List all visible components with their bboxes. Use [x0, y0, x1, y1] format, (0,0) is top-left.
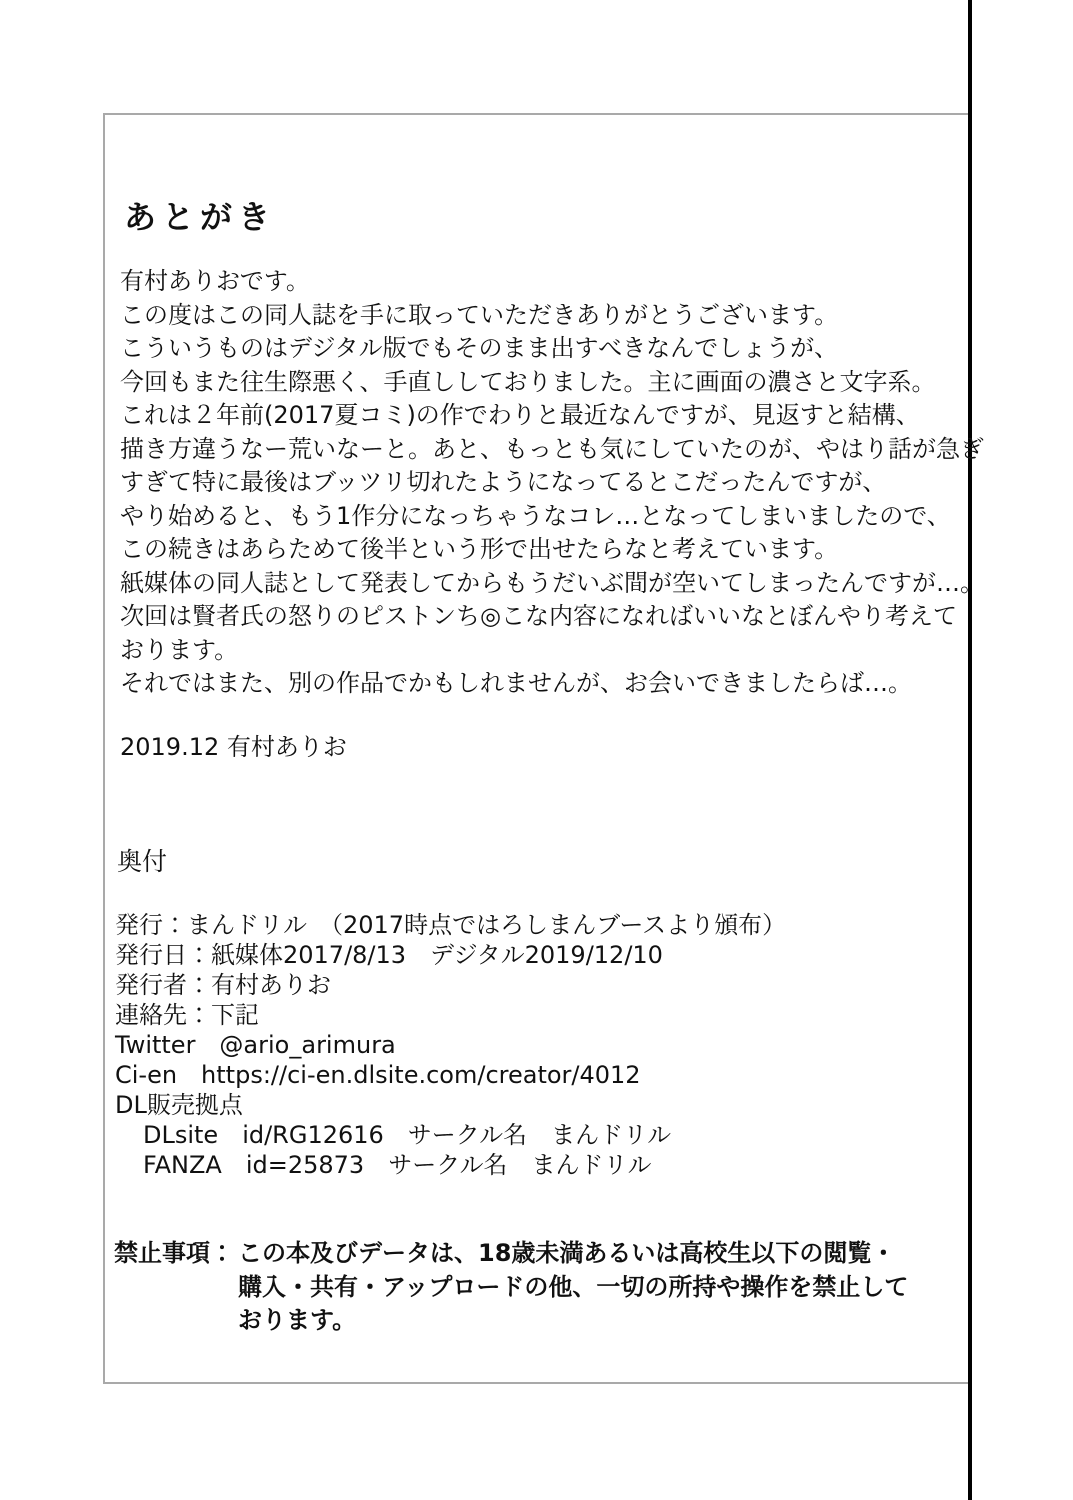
afterword-line: 次回は賢者氏の怒りのピストンち◎こな内容になればいいなとぼんやり考えて — [120, 602, 957, 630]
colophon-line-publish-date: 発行日：紙媒体2017/8/13 デジタル2019/12/10 — [115, 941, 663, 969]
colophon-line-twitter: Twitter @ario_arimura — [115, 1031, 396, 1059]
colophon-line-author: 発行者：有村ありお — [115, 971, 331, 999]
afterword-body — [120, 265, 984, 701]
signature-line: 2019.12 有村ありお — [120, 733, 347, 761]
afterword-line: 紙媒体の同人誌として発表してからもうだいぶ間が空いてしまったんですが…。 — [120, 568, 984, 597]
afterword-line: 今回もまた往生際悪く、手直ししておりました。主に画面の濃さと文字系。 — [120, 367, 936, 396]
afterword-line: この度はこの同人誌を手に取っていただきありがとうございます。 — [120, 300, 839, 329]
afterword-line: それではまた、別の作品でかもしれませんが、お会いできましたらば…。 — [120, 669, 912, 697]
afterword-line: 描き方違うなー荒いなーと。あと、もっとも気にしていたのが、やはり話が急ぎ — [120, 434, 984, 463]
colophon-line-dlsite: DLsite id/RG12616 サークル名 まんドリル — [143, 1121, 672, 1149]
content-frame — [103, 113, 984, 1384]
colophon-line-dl-stores: DL販売拠点 — [115, 1091, 243, 1119]
prohibition-text — [238, 1237, 908, 1338]
colophon-line-publisher: 発行：まんドリル （2017時点ではろしまんブースより頒布） — [115, 911, 787, 939]
prohibition-line: 購入・共有・アップロードの他、一切の所持や操作を禁止して — [238, 1272, 909, 1301]
afterword-line: これは２年前(2017夏コミ)の作でわりと最近なんですが、見返すと結構、 — [120, 401, 920, 429]
colophon-heading: 奥付 — [117, 847, 168, 876]
colophon-line-fanza: FANZA id=25873 サークル名 まんドリル — [143, 1151, 652, 1179]
afterword-heading: あとがき — [124, 198, 277, 236]
prohibition-line: おります。 — [238, 1306, 357, 1334]
prohibition-line: この本及びデータは、18歳未満あるいは高校生以下の閲覧・ — [238, 1239, 896, 1267]
afterword-line: やり始めると、もう1作分になっちゃうなコレ…となってしまいましたので、 — [120, 501, 951, 530]
colophon-line-contact: 連絡先：下記 — [115, 1001, 259, 1029]
afterword-line: この続きはあらためて後半という形で出せたらなと考えています。 — [120, 535, 839, 563]
afterword-line: おります。 — [120, 635, 239, 664]
page-edge-rule — [968, 0, 972, 1500]
colophon-line-cien-url: Ci-en https://ci-en.dlsite.com/creator/4012 — [115, 1061, 641, 1089]
prohibition-label: 禁止事項： — [114, 1239, 234, 1267]
afterword-line: こういうものはデジタル版でもそのまま出すべきなんでしょうが、 — [120, 334, 839, 362]
colophon — [115, 910, 786, 1180]
afterword-line: 有村ありおです。 — [120, 267, 310, 295]
prohibition-notice — [114, 1237, 908, 1338]
afterword-line: すぎて特に最後はブッツリ切れたようになってるとこだったんですが、 — [120, 468, 887, 496]
